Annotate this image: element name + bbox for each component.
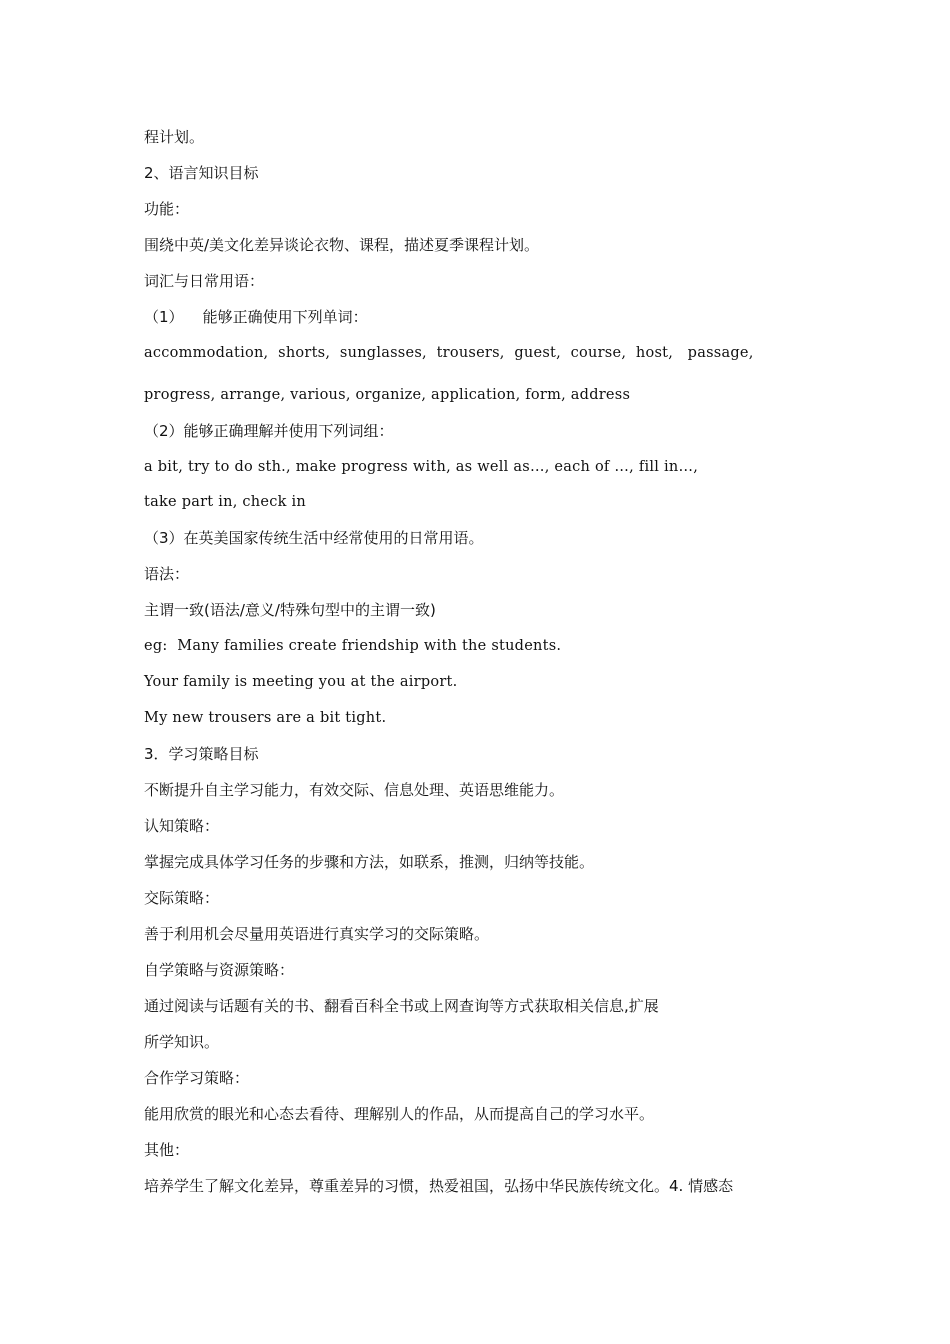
phrase-line: a bit, try to do sth., make progress with, as well as…, each of …, fill in…, — [144, 459, 699, 475]
text-line: 能用欣赏的眼光和心态去看待、理解别人的作品，从而提高自己的学习水平。 — [144, 1105, 655, 1123]
text-line: 培养学生了解文化差异，尊重差异的习惯，热爱祖国，弘扬中华民族传统文化。4. 情感态 — [144, 1177, 734, 1195]
text-line: 主谓一致(语法/意义/特殊句型中的主谓一致) — [144, 601, 436, 619]
subheading: 自学策略与资源策略： — [144, 961, 295, 979]
subheading: 功能： — [144, 200, 190, 218]
text-line: 不断提升自主学习能力，有效交际、信息处理、英语思维能力。 — [144, 781, 565, 799]
text-line: 善于利用机会尽量用英语进行真实学习的交际策略。 — [144, 925, 490, 943]
subheading: 交际策略： — [144, 889, 220, 907]
section-heading: 2、语言知识目标 — [144, 164, 259, 182]
text-line: 通过阅读与话题有关的书、翻看百科全书或上网查询等方式获取相关信息,扩展 — [144, 997, 659, 1015]
example-sentence: My new trousers are a bit tight. — [144, 710, 387, 726]
list-item: （2）能够正确理解并使用下列词组： — [144, 422, 394, 440]
vocabulary-line: accommodation, shorts, sunglasses, trousers, guest, course, host, passage, — [144, 345, 754, 361]
text-line: 程计划。 — [144, 128, 205, 146]
subheading: 认知策略： — [144, 817, 220, 835]
section-heading: 3．学习策略目标 — [144, 745, 259, 763]
subheading: 语法： — [144, 565, 190, 583]
text-line: 所学知识。 — [144, 1033, 220, 1051]
phrase-line: take part in, check in — [144, 494, 306, 510]
list-item: （1） 能够正确使用下列单词： — [144, 308, 368, 326]
subheading: 词汇与日常用语： — [144, 272, 265, 290]
text-line: 掌握完成具体学习任务的步骤和方法，如联系，推测，归纳等技能。 — [144, 853, 595, 871]
subheading: 其他： — [144, 1141, 190, 1159]
list-item: （3）在英美国家传统生活中经常使用的日常用语。 — [144, 529, 484, 547]
text-line: 围绕中英/美文化差异谈论衣物、课程，描述夏季课程计划。 — [144, 236, 540, 254]
subheading: 合作学习策略： — [144, 1069, 250, 1087]
example-sentence: Your family is meeting you at the airport. — [144, 674, 458, 690]
example-sentence: eg: Many families create friendship with the students. — [144, 638, 562, 654]
vocabulary-line: progress, arrange, various, organize, application, form, address — [144, 387, 631, 403]
